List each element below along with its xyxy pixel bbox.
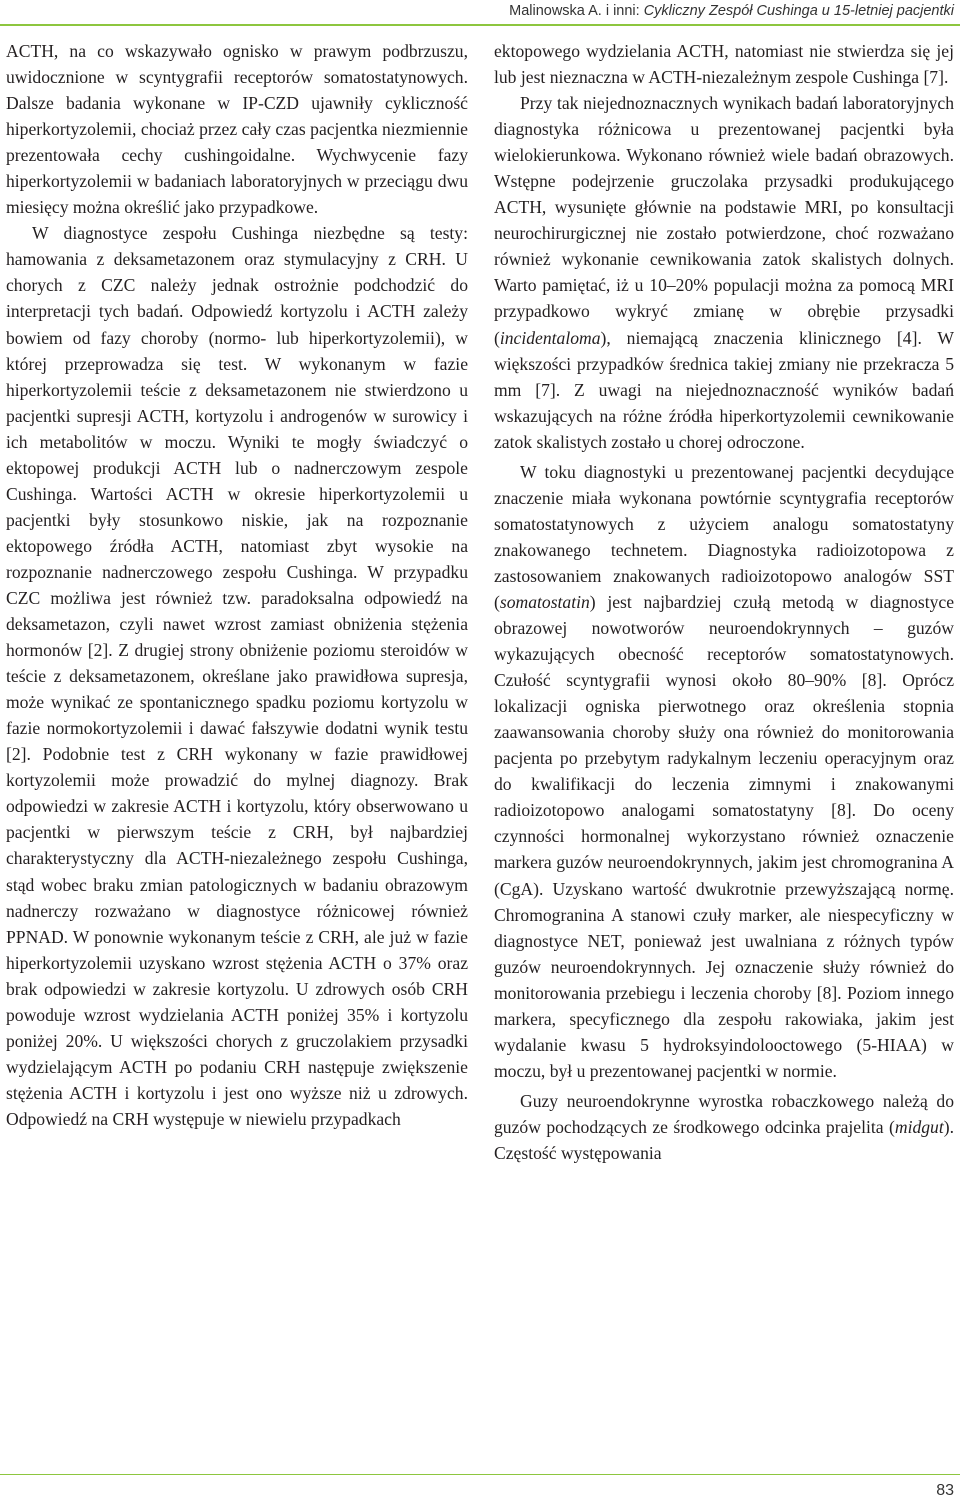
- header-title: Cykliczny Zespół Cushinga u 15-letniej pacjentki: [643, 3, 954, 19]
- right-p3-text-b: ) jest najbardziej czułą metodą w diagnostyce obrazowej nowotworów neuroendokrynnych – guzów wykazujących obecność receptorów somatostatynowych. Czułość scyntygrafii wynosi około 80–90% [8]. Oprócz lokalizacji ogniska pierwotnego oraz określenia stopnia zaawansowania choroby służy ona również do monitorowania pacjenta po przebytym radykalnym leczeniu operacyjnym oraz do kwalifikacji do leczenia zimnymi i znakowanymi radioizotopowo analogami somatostatyny [8]. Do oceny czynności hormonalnej wykorzystano również oznaczenie markera guzów neuroendokrynnych, jakim jest chromogranina A (CgA). Uzyskano wartość dwukrotnie przewyższającą normę. Chromogranina A stanowi czuły marker, ale niespecyficzny w diagnostyce NET, ponieważ jest uwalniana z różnych typów guzów neuroendokrynnych. Jej oznaczenie służy również do monitorowania przebiegu i leczenia choroby [8]. Poziom innego markera, specyficznego dla zespołu rakowiaka, jakim jest wydalanie kwasu 5 hydroksyindolooctowego (5-HIAA) w moczu, był u prezentowanej pacjentki w normie.: [494, 591, 954, 1081]
- right-p2-italic: incidentaloma: [499, 327, 601, 348]
- left-paragraph-1: ACTH, na co wskazywało ognisko w prawym podbrzuszu, uwidocznione w scyntygrafii receptorów somatostatynowych. Dalsze badania wykonane w IP-CZD ujawniły cykliczność hiperkortyzolemii, chociaż przez cały czas pacjentka niezmiennie prezentowała cechy cushingoidalne. Wychwycenie fazy hiperkortyzolemii w badaniach laboratoryjnych w przeciągu dwu miesięcy można określić jako przypadkowe.: [6, 41, 468, 218]
- right-column: [494, 38, 954, 1166]
- right-paragraph-4: [494, 1088, 954, 1166]
- left-column: [6, 38, 468, 1132]
- header-rule: [0, 24, 960, 26]
- right-paragraph-1: [494, 38, 954, 90]
- right-p2-text-b: ), niemającą znaczenia klinicznego [4]. W większości przypadków średnica takiej zmiany nie przekracza 5 mm [7]. Z uwagi na niejednoznaczność wyników badań wskazujących na różne źródła hiperkortyzolemii cewnikowanie zatok skalistych zostało u chorej odroczone.: [494, 327, 954, 452]
- footer-rule: [0, 1474, 960, 1475]
- right-paragraph-3: [494, 459, 954, 1084]
- right-p4-italic: midgut: [894, 1116, 944, 1137]
- right-p1-text: ektopowego wydzielania ACTH, natomiast nie stwierdza się jej lub jest nieznaczna w ACTH-niezależnym zespole Cushinga [7].: [494, 41, 954, 88]
- left-paragraph-2: W diagnostyce zespołu Cushinga niezbędne są testy: hamowania z deksametazonem oraz stymulacyjny z CRH. U chorych z CZC należy jednak ostrożnie podchodzić do interpretacji tych badań. Odpowiedź kortyzolu i ACTH zależy bowiem od fazy choroby (normo- lub hiperkortyzolemii), w której przeprowadza się test. W wykonanym w fazie hiperkortyzolemii teście z deksametazonem nie stwierdzono u pacjentki supresji ACTH, kortyzolu i androgenów w surowicy i ich metabolitów w moczu. Wyniki te mogły świadczyć o ektopowej produkcji ACTH lub o nadnerczowym zespole Cushinga. Wartości ACTH w okresie hiperkortyzolemii u pacjentki były stosunkowo niskie, jak na rozpoznanie ektopowego źródła ACTH, natomiast zbyt wysokie na rozpoznanie nadnerczowego zespołu Cushinga. W przypadku CZC możliwa jest również tzw. paradoksalna odpowiedź na deksametazon, czyli nawet wzrost zamiast obniżenia stężenia hormonów [2]. Z drugiej strony obniżenie poziomu steroidów w teście z deksametazonem, określane jako prawidłowa supresja, może wynikać ze spontanicznego spadku poziomu kortyzolu w fazie normokortyzolemii i dawać fałszywie dodatni wynik testu [2]. Podobnie test z CRH wykonany w fazie prawidłowej kortyzolemii może prowadzić do mylnej diagnozy. Brak odpowiedzi w zakresie ACTH i kortyzolu, który obserwowano u pacjentki w pierwszym teście z CRH, był najbardziej charakterystyczny dla ACTH-niezależnego zespołu Cushinga, stąd wobec braku zmian patologicznych w badaniu obrazowym nadnerczy rozważano w diagnostyce różnicowej również PPNAD. W ponownie wykonanym teście z CRH, ale już w fazie hiperkortyzolemii uzyskano wzrost stężenia ACTH o 37% oraz brak odpowiedzi w zakresie kortyzolu. U zdrowych osób CRH powoduje wzrost wydzielania ACTH poniżej 35% i kortyzolu poniżej 20%. U większości chorych z gruczolakiem przysadki wydzielającym ACTH po podaniu CRH następuje zwiększenie stężenia ACTH i kortyzolu i jest ono wyższe niż u zdrowych. Odpowiedź na CRH występuje w niewielu przypadkach: [6, 223, 468, 1129]
- right-p3-text-a: W toku diagnostyki u prezentowanej pacjentki decydujące znaczenie miała wykonana powtórnie scyntygrafia receptorów somatostatynowych z użyciem analogu somatostatyny znakowanego technetem. Diagnostyka radioizotopowa z zastosowaniem znakowanych radioizotopowo analogów SST (: [494, 461, 954, 612]
- right-p4-text-a: Guzy neuroendokrynne wyrostka robaczkowego należą do guzów pochodzących ze środkowego odcinka prajelita (: [494, 1090, 954, 1137]
- header-authors: Malinowska A. i inni:: [509, 3, 640, 19]
- right-p2-text-a: Przy tak niejednoznacznych wynikach badań laboratoryjnych diagnostyka różnicowa u prezentowanej pacjentki była wielokierunkowa. Wykonano również wiele badań obrazowych. Wstępne podejrzenie gruczolaka przysadki produkującego ACTH, wysunięte głównie na podstawie MRI, po konsultacji neurochirurgicznej nie zostało potwierdzone, choć rozważano również wykonanie cewnikowania zatok skalistych dolnych. Warto pamiętać, iż u 10–20% populacji można za pomocą MRI przypadkowo wykryć zmianę w obrębie przysadki (: [494, 93, 954, 348]
- right-paragraph-2: [494, 90, 954, 455]
- page-number: 83: [936, 1482, 954, 1499]
- right-p4-text-b: ). Częstość występowania: [494, 1116, 954, 1163]
- right-p3-italic: somatostatin: [499, 591, 590, 612]
- running-head: [509, 0, 954, 22]
